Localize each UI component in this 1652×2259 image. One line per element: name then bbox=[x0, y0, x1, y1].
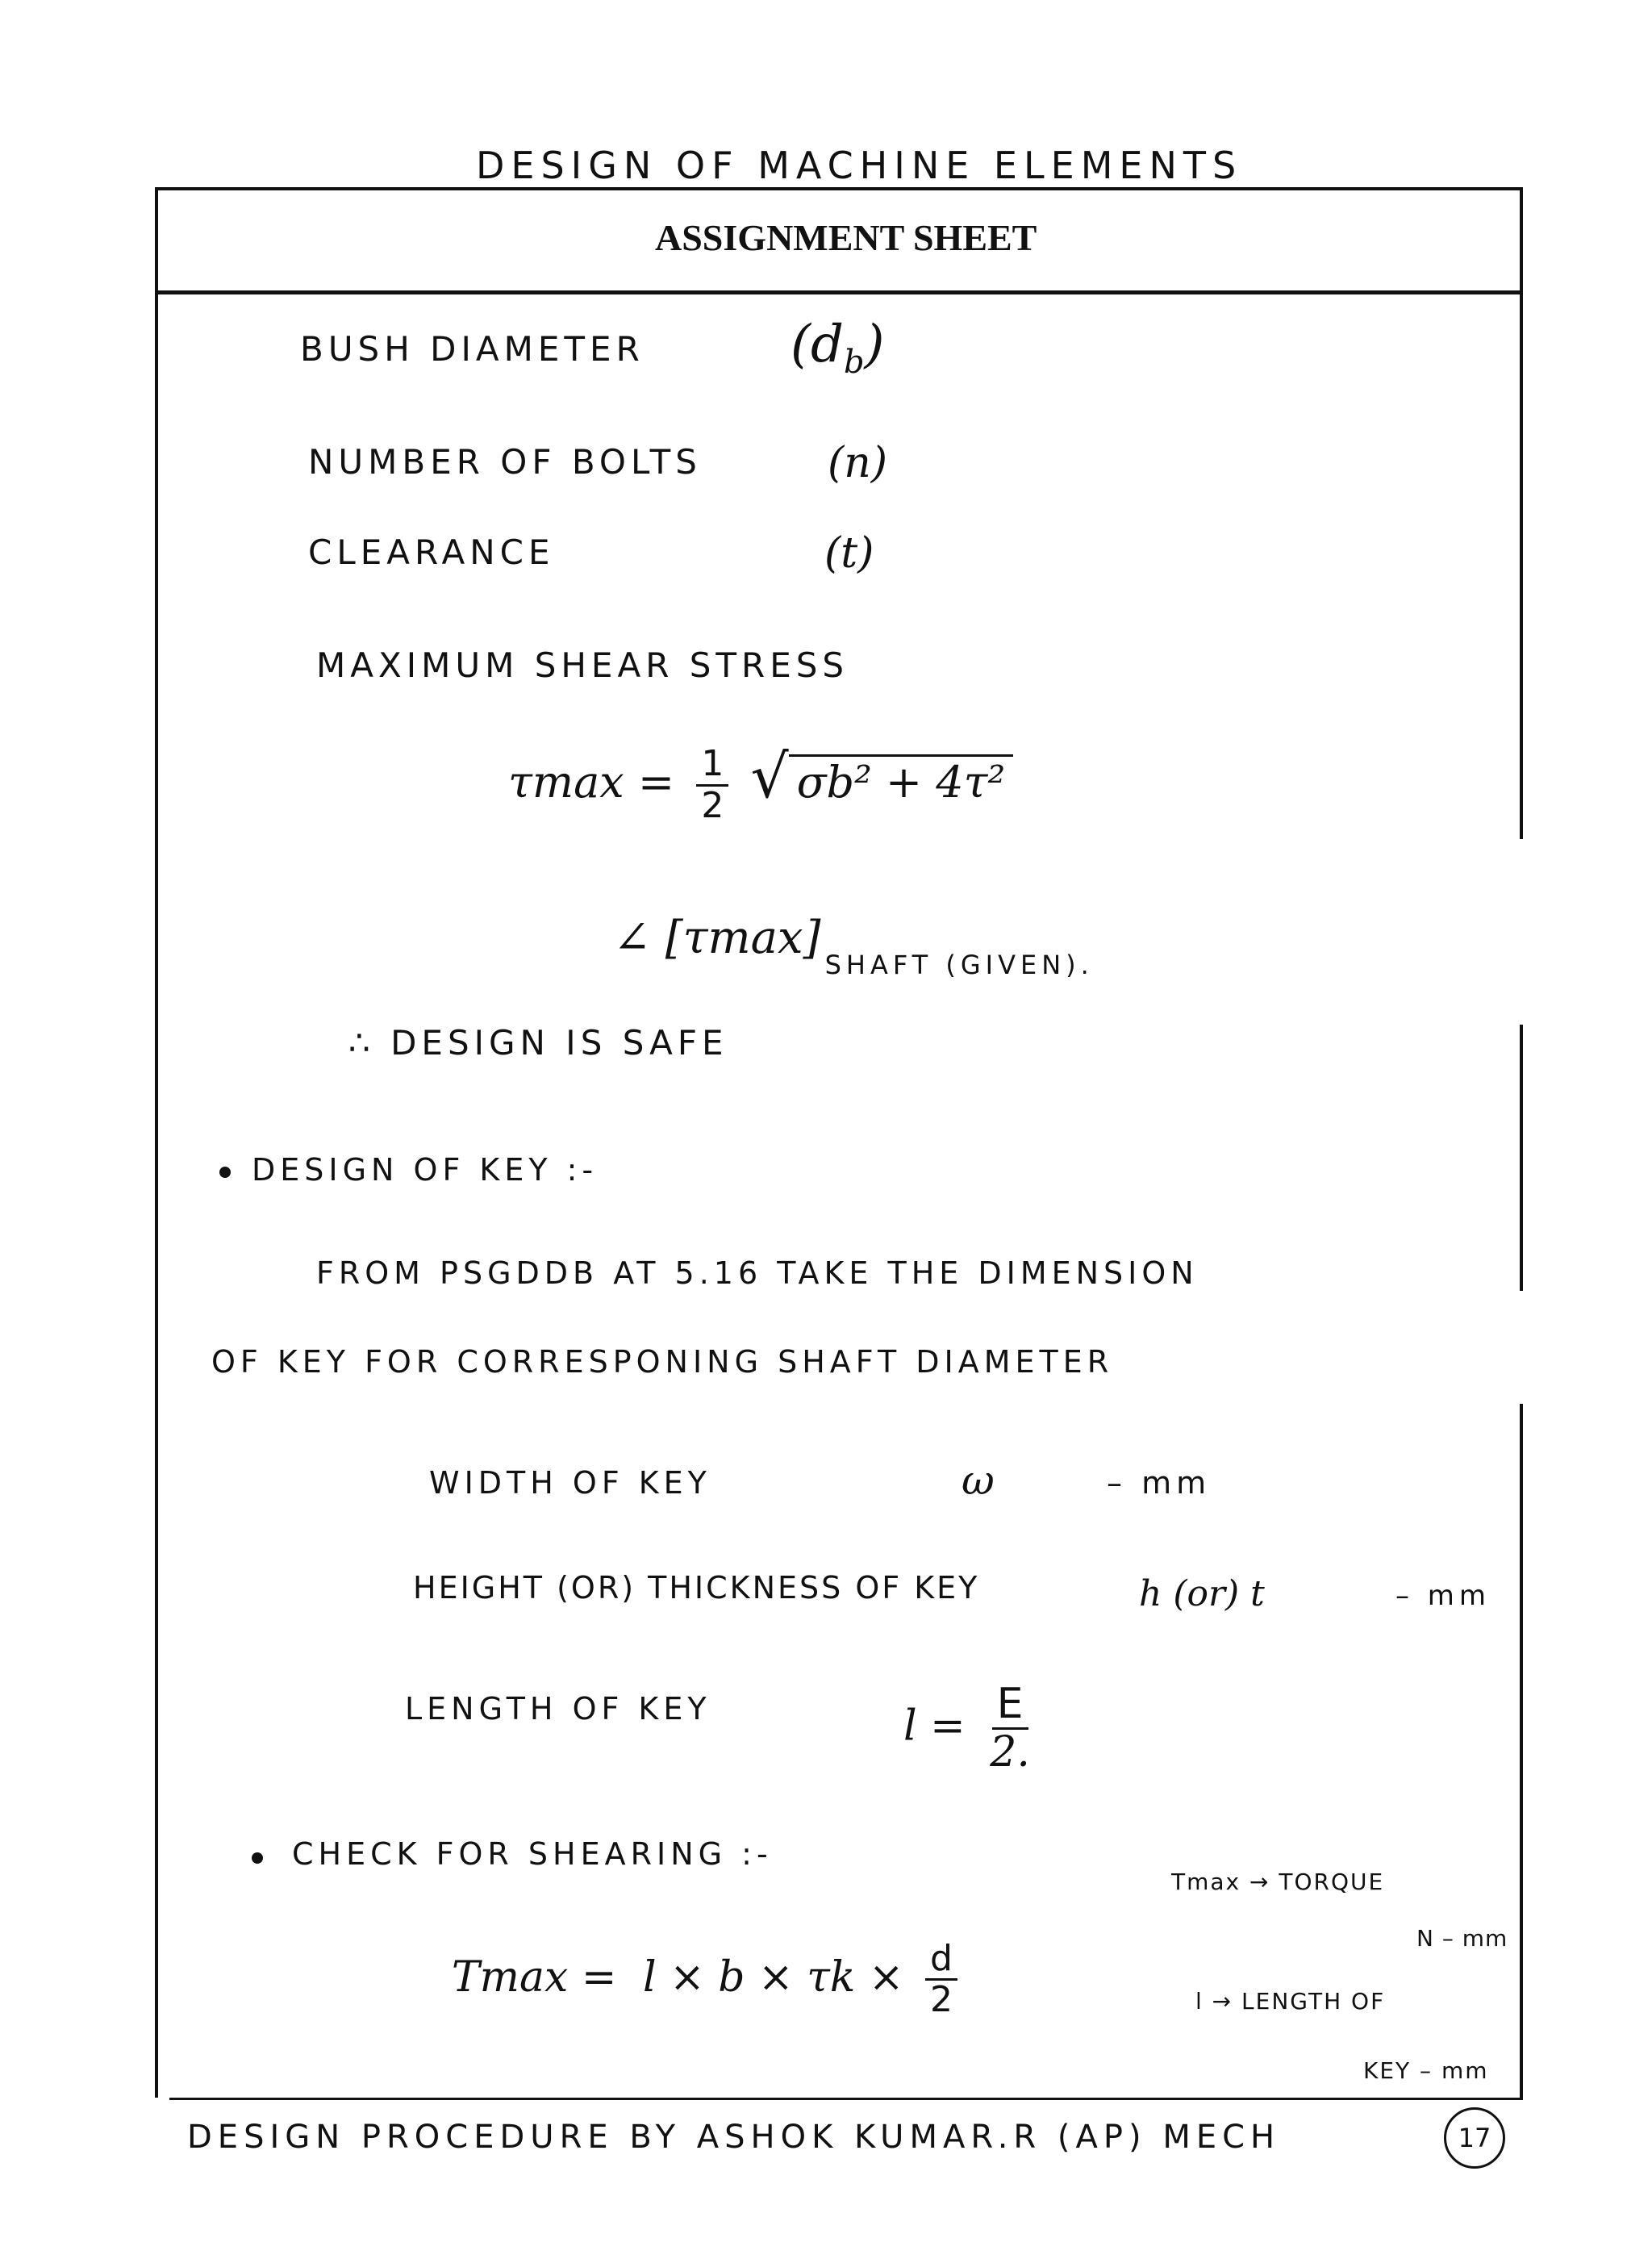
eq2-num: d bbox=[925, 1940, 957, 1981]
footer-text: DESIGN PROCEDURE BY ASHOK KUMAR.R (AP) MECH bbox=[187, 2119, 1281, 2156]
note-length: l → LENGTH OF bbox=[1195, 1988, 1386, 2015]
param-bush-diameter-label: BUSH DIAMETER bbox=[300, 329, 645, 369]
sheet-title: ASSIGNMENT SHEET bbox=[655, 217, 1037, 258]
key-width-label: WIDTH OF KEY bbox=[429, 1465, 711, 1501]
param-number-of-bolts-label: NUMBER OF BOLTS bbox=[308, 442, 702, 482]
key-width-unit: – mm bbox=[1107, 1465, 1212, 1501]
design-safe-text: ∴ DESIGN IS SAFE bbox=[348, 1023, 728, 1063]
key-height-label: HEIGHT (OR) THICKNESS OF KEY bbox=[413, 1570, 980, 1606]
eq2-rhs: l × b × τk × bbox=[642, 1952, 904, 2002]
eq1-frac-den: 2 bbox=[701, 784, 724, 826]
length-num: E bbox=[992, 1681, 1028, 1730]
page-header: DESIGN OF MACHINE ELEMENTS bbox=[476, 144, 1243, 187]
key-intro-line-2: OF KEY FOR CORRESPONING SHAFT DIAMETER bbox=[211, 1344, 1114, 1380]
eq1-frac-num: 1 bbox=[696, 745, 728, 786]
frame-top bbox=[155, 187, 1523, 190]
frame-right bbox=[1520, 187, 1523, 839]
key-height-symbol: h (or) t bbox=[1139, 1573, 1265, 1614]
note-torque-unit: N – mm bbox=[1416, 1925, 1508, 1952]
design-of-key-heading: DESIGN OF KEY :- bbox=[252, 1152, 599, 1188]
frame-right-lower bbox=[1520, 1025, 1523, 1291]
length-of-key-formula bbox=[903, 1681, 1030, 1776]
key-intro-line-1: FROM PSGDDB AT 5.16 TAKE THE DIMENSION bbox=[316, 1255, 1199, 1291]
length-of-key-label: LENGTH OF KEY bbox=[405, 1691, 711, 1727]
eq1-check-subscript: SHAFT (GIVEN). bbox=[824, 950, 1094, 980]
eq2-lhs: Tmax = bbox=[452, 1952, 617, 2002]
key-width-symbol: ω bbox=[962, 1457, 995, 1504]
key-height-unit: – mm bbox=[1395, 1580, 1491, 1612]
param-clearance-label: CLEARANCE bbox=[308, 532, 555, 572]
equation-tmax bbox=[452, 1940, 957, 2020]
title-divider bbox=[155, 290, 1523, 294]
page-number-text: 17 bbox=[1458, 2123, 1491, 2153]
bullet-check-shearing bbox=[252, 1852, 263, 1864]
length-lhs: l = bbox=[903, 1702, 966, 1751]
note-length-unit: KEY – mm bbox=[1363, 2057, 1489, 2084]
page-number bbox=[1444, 2107, 1505, 2169]
bullet-design-of-key bbox=[219, 1167, 231, 1178]
sqrt-sign: √ bbox=[750, 742, 789, 812]
param-number-of-bolts-symbol: (n) bbox=[828, 439, 888, 487]
check-shearing-heading: CHECK FOR SHEARING :- bbox=[292, 1836, 773, 1872]
frame-left bbox=[155, 187, 158, 2098]
eq2-fraction bbox=[925, 1940, 957, 2020]
eq1-radicand: σb² + 4τ² bbox=[789, 754, 1014, 808]
eq2-den: 2 bbox=[930, 1979, 953, 2021]
frame-bottom bbox=[169, 2098, 1523, 2100]
equation-check bbox=[613, 912, 1094, 980]
eq1-fraction bbox=[696, 745, 728, 825]
note-torque: Tmax → TORQUE bbox=[1171, 1869, 1385, 1895]
param-clearance-symbol: (t) bbox=[824, 529, 874, 578]
length-den: 2. bbox=[990, 1728, 1030, 1777]
frame-right-bottom bbox=[1520, 1404, 1523, 2098]
equation-tau-max bbox=[508, 742, 1013, 825]
length-fraction bbox=[990, 1681, 1030, 1776]
max-shear-heading: MAXIMUM SHEAR STRESS bbox=[316, 645, 849, 685]
eq1-check-relation: ∠ [τmax] bbox=[613, 912, 821, 964]
eq1-lhs: τmax = bbox=[508, 757, 675, 808]
param-bush-diameter-symbol: $(d_b)$ bbox=[791, 315, 885, 381]
